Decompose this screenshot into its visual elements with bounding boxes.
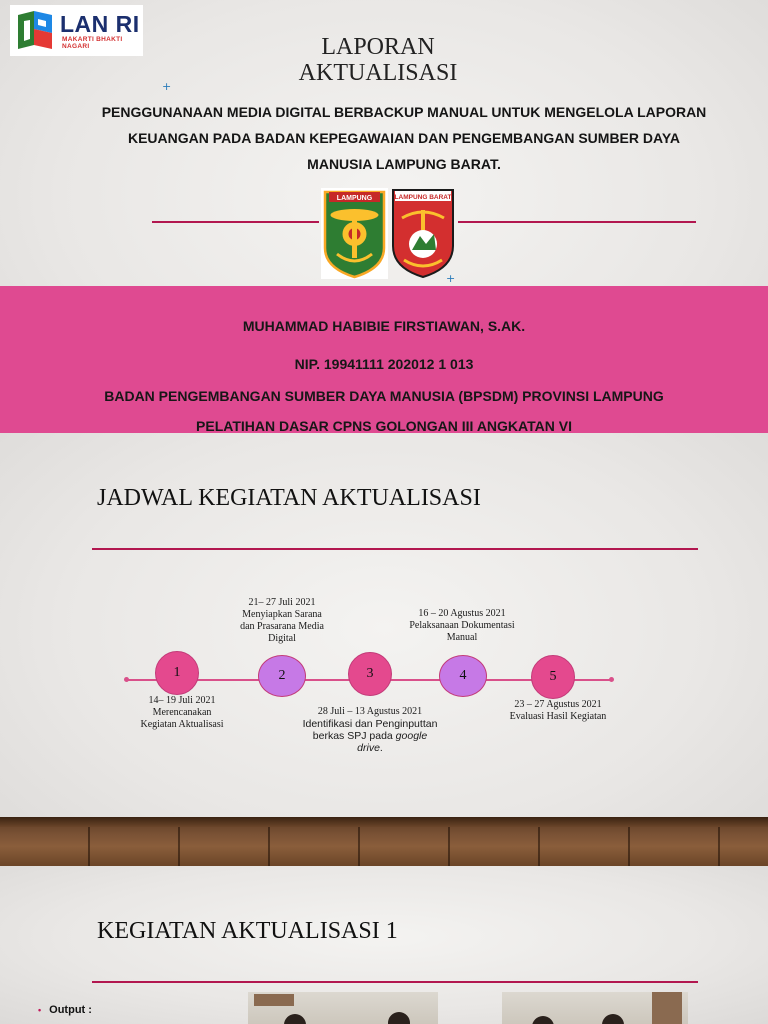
label-text: Kegiatan Aktualisasi xyxy=(140,719,224,730)
timeline-label-5 xyxy=(494,699,622,723)
author-name: MUHAMMAD HABIBIE FIRSTIAWAN, S.AK. xyxy=(242,318,526,334)
author-institution: BADAN PENGEMBANGAN SUMBER DAYA MANUSIA (BPSDM) PROVINSI LAMPUNG xyxy=(104,388,664,404)
activity-photo-1 xyxy=(248,992,438,1024)
schedule-divider xyxy=(92,548,698,550)
label-text-suffix: . xyxy=(379,742,383,754)
timeline-end-dot xyxy=(609,677,614,682)
label-text: Merencanakan xyxy=(152,707,212,718)
report-title-line1: LAPORAN xyxy=(321,34,435,60)
timeline-node-3: 3 xyxy=(348,652,392,696)
label-date: 21– 27 Juli 2021 xyxy=(248,597,316,608)
timeline-label-3 xyxy=(290,706,450,754)
label-date: 28 Juli – 13 Agustus 2021 xyxy=(317,706,423,717)
report-subtitle xyxy=(80,99,728,177)
label-text: dan Prasarana Media xyxy=(240,621,324,632)
author-nip: NIP. 19941111 202012 1 013 xyxy=(294,356,474,372)
lampung-province-emblem xyxy=(321,188,388,279)
photo-detail xyxy=(652,992,682,1024)
label-text: Identifikasi dan Penginputtan xyxy=(302,718,438,730)
floor-edge xyxy=(0,817,768,827)
bullet-text: Output : xyxy=(49,1004,92,1016)
activity-slide xyxy=(0,866,768,1024)
plus-marker-icon: + xyxy=(446,272,456,285)
activity-divider xyxy=(92,981,698,983)
timeline-node-5: 5 xyxy=(531,655,575,699)
label-text-italic: google xyxy=(395,730,428,742)
divider-left xyxy=(152,221,319,223)
divider-right xyxy=(458,221,696,223)
label-text: Manual xyxy=(446,632,478,643)
training-program: PELATIHAN DASAR CPNS GOLONGAN III ANGKATAN VI xyxy=(196,418,572,433)
author-band xyxy=(0,286,768,433)
label-text-prefix: berkas SPJ pada xyxy=(312,730,396,742)
wood-floor-decoration xyxy=(0,817,768,866)
report-title-line2: AKTUALISASI xyxy=(298,60,458,86)
schedule-heading: JADWAL KEGIATAN AKTUALISASI xyxy=(97,485,481,511)
timeline-start-dot xyxy=(124,677,129,682)
timeline-label-4 xyxy=(392,608,532,644)
label-text-italic: drive xyxy=(357,742,380,754)
logo-text: LAN RI xyxy=(60,11,140,37)
timeline-label-1 xyxy=(122,695,242,731)
lampung-barat-emblem xyxy=(390,188,456,279)
label-text: Evaluasi Hasil Kegiatan xyxy=(509,711,607,722)
timeline-node-2: 2 xyxy=(258,655,306,697)
schedule-slide xyxy=(0,433,768,866)
label-text: Menyiapkan Sarana xyxy=(242,609,322,620)
label-text xyxy=(290,730,450,742)
timeline-label-2 xyxy=(222,597,342,645)
svg-text:LAMPUNG: LAMPUNG xyxy=(336,195,373,202)
output-bullet xyxy=(38,1004,92,1016)
label-date: 16 – 20 Agustus 2021 xyxy=(418,608,506,619)
label-text xyxy=(290,742,450,754)
subtitle-line: KEUANGAN PADA BADAN KEPEGAWAIAN DAN PENGEMBANGAN SUMBER DAYA xyxy=(127,130,680,146)
svg-text:LAMPUNG BARAT: LAMPUNG BARAT xyxy=(394,194,452,201)
label-date: 23 – 27 Agustus 2021 xyxy=(514,699,602,710)
subtitle-line: MANUSIA LAMPUNG BARAT. xyxy=(307,156,501,172)
label-date: 14– 19 Juli 2021 xyxy=(148,695,216,706)
timeline-node-1: 1 xyxy=(155,651,199,695)
photo-detail xyxy=(254,994,294,1006)
activity-heading: KEGIATAN AKTUALISASI 1 xyxy=(97,918,398,944)
logo-tagline: MAKARTI BHAKTI NAGARI xyxy=(62,36,123,50)
title-slide xyxy=(0,0,768,433)
label-text: Pelaksanaan Dokumentasi xyxy=(409,620,515,631)
subtitle-line: PENGGUNANAAN MEDIA DIGITAL BERBACKUP MANUAL UNTUK MENGELOLA LAPORAN xyxy=(101,104,707,120)
label-text: Digital xyxy=(268,633,296,644)
plus-marker-icon: + xyxy=(162,80,172,93)
bullet-dot-icon: • xyxy=(38,1005,42,1015)
activity-photo-2 xyxy=(502,992,688,1024)
timeline-node-4: 4 xyxy=(439,655,487,697)
